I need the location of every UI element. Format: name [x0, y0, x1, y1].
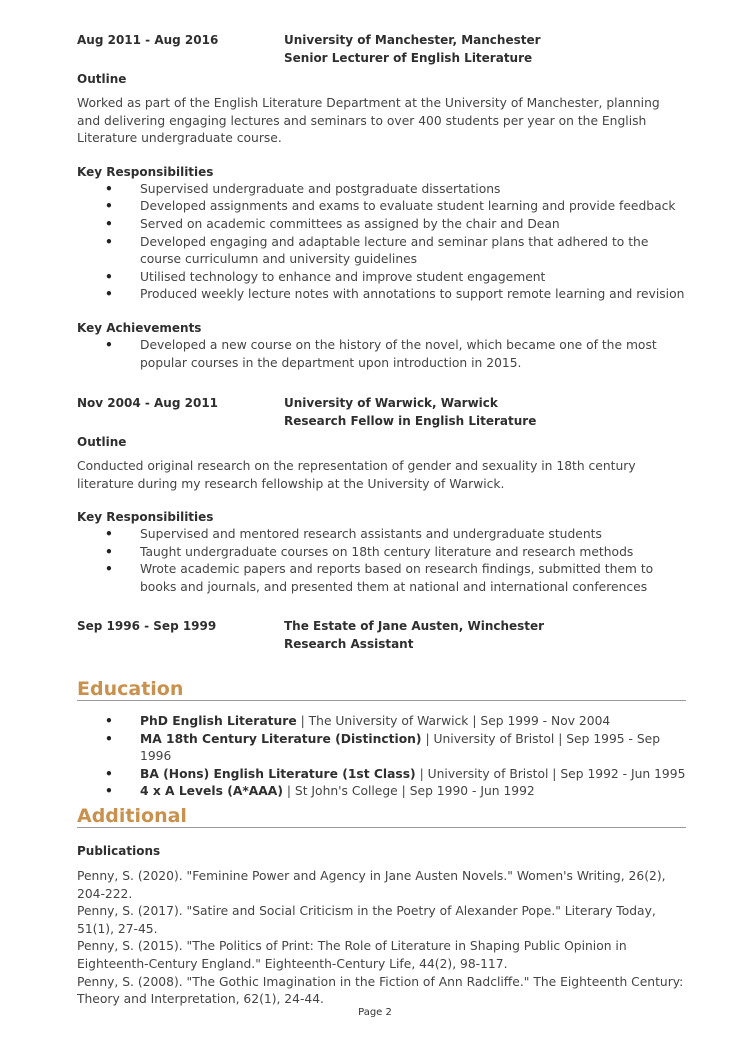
responsibilities-heading: Key Responsibilities: [77, 164, 214, 179]
bullet-icon: •: [105, 527, 113, 542]
bullet-icon: •: [105, 269, 113, 284]
outline-text: Conducted original research on the representation of gender and sexuality in 18th century literature during my research fellowship at the University of Warwick.: [77, 459, 636, 491]
bullet-icon: •: [105, 784, 113, 799]
bullet-icon: •: [105, 731, 113, 746]
publication-entry: Penny, S. (2020). "Feminine Power and Agency in Jane Austen Novels." Women's Writing, 26(2), 204-222.: [77, 869, 666, 901]
bullet-icon: •: [105, 287, 113, 302]
list-item: • Served on academic committees as assigned by the chair and Dean: [77, 216, 686, 234]
publications-list: [77, 868, 686, 1009]
job-header: [77, 394, 686, 430]
section-heading-additional: Additional: [77, 805, 686, 828]
outline-heading: Outline: [77, 435, 127, 449]
list-item: • MA 18th Century Literature (Distinction) | University of Bristol | Sep 1995 - Sep 1996: [105, 731, 661, 764]
list-item: • Utilised technology to enhance and improve student engagement: [77, 269, 686, 287]
job-title: Research Fellow in English Literature: [284, 414, 537, 428]
responsibilities-list: [77, 526, 686, 596]
bullet-icon: •: [105, 234, 113, 249]
job-organisation: The Estate of Jane Austen, Winchester: [284, 619, 545, 633]
list-item: • Taught undergraduate courses on 18th century literature and research methods: [77, 544, 686, 562]
list-item: • 4 x A Levels (A*AAA) | St John's College | Sep 1990 - Jun 1992: [77, 783, 686, 801]
job-organisation: University of Warwick, Warwick: [284, 396, 498, 410]
publication-entry: Penny, S. (2008). "The Gothic Imagination in the Fiction of Ann Radcliffe." The Eighteenth Century: Theory and Interpretation, 62(1), 24-44.: [77, 974, 684, 1007]
bullet-icon: •: [105, 181, 113, 196]
list-item: • Wrote academic papers and reports based on research findings, submitted them to books and journals, and presented them at national and international conferences: [105, 562, 654, 594]
publications-heading: Publications: [77, 844, 161, 858]
list-item: • BA (Hons) English Literature (1st Class) | University of Bristol | Sep 1992 - Jun 1995: [77, 766, 686, 784]
additional-section: [77, 805, 686, 1009]
bullet-icon: •: [105, 337, 113, 352]
responsibilities-heading: Key Responsibilities: [77, 510, 214, 525]
outline-text: Worked as part of the English Literature Department at the University of Manchester, planning and delivering engaging lectures and seminars to over 400 students per year on the English Literature undergraduate course.: [77, 96, 660, 146]
job-entry: [77, 617, 686, 653]
publication-entry: Penny, S. (2017). "Satire and Social Criticism in the Poetry of Alexander Pope." Literary Today, 51(1), 27-45.: [77, 904, 656, 936]
education-list: [77, 713, 686, 801]
bullet-icon: •: [105, 714, 113, 728]
list-item: • Supervised and mentored research assistants and undergraduate students: [77, 526, 686, 544]
bullet-icon: •: [105, 562, 113, 577]
job-dates: Aug 2011 - Aug 2016: [77, 33, 219, 47]
publication-entry: Penny, S. (2015). "The Politics of Print: The Role of Literature in Shaping Public Opinion in Eighteenth-Century England." Eighteenth-Century Life, 44(2), 98-117.: [77, 939, 627, 971]
list-item: • Developed a new course on the history of the novel, which became one of the most popular courses in the department upon introduction in 2015.: [105, 337, 657, 370]
job-title: Senior Lecturer of English Literature: [284, 51, 533, 65]
section-heading-education: Education: [77, 678, 686, 701]
list-item: • Developed assignments and exams to evaluate student learning and provide feedback: [77, 198, 686, 216]
outline-heading: Outline: [77, 72, 127, 86]
job-entry: [77, 394, 686, 597]
bullet-icon: •: [105, 766, 113, 781]
responsibilities-list: [77, 181, 686, 304]
job-entry: [77, 31, 686, 372]
job-header: [77, 31, 686, 67]
job-organisation: University of Manchester, Manchester: [284, 33, 541, 47]
bullet-icon: •: [105, 199, 113, 214]
job-dates: Nov 2004 - Aug 2011: [77, 396, 219, 410]
bullet-icon: •: [105, 216, 113, 231]
page-number: Page 2: [358, 1007, 392, 1018]
job-title: Research Assistant: [284, 637, 414, 651]
list-item: • Developed engaging and adaptable lecture and seminar plans that adhered to the course curriculumn and university guidelines: [105, 234, 649, 267]
job-header: [77, 617, 686, 653]
achievements-list: [77, 337, 686, 372]
education-section: [77, 678, 686, 801]
list-item: • PhD English Literature | The University of Warwick | Sep 1999 - Nov 2004: [77, 713, 686, 731]
job-dates: Sep 1996 - Sep 1999: [77, 619, 217, 633]
list-item: • Produced weekly lecture notes with annotations to support remote learning and revision: [77, 286, 686, 304]
list-item: • Supervised undergraduate and postgraduate dissertations: [77, 181, 686, 199]
bullet-icon: •: [105, 544, 113, 559]
achievements-heading: Key Achievements: [77, 320, 202, 335]
